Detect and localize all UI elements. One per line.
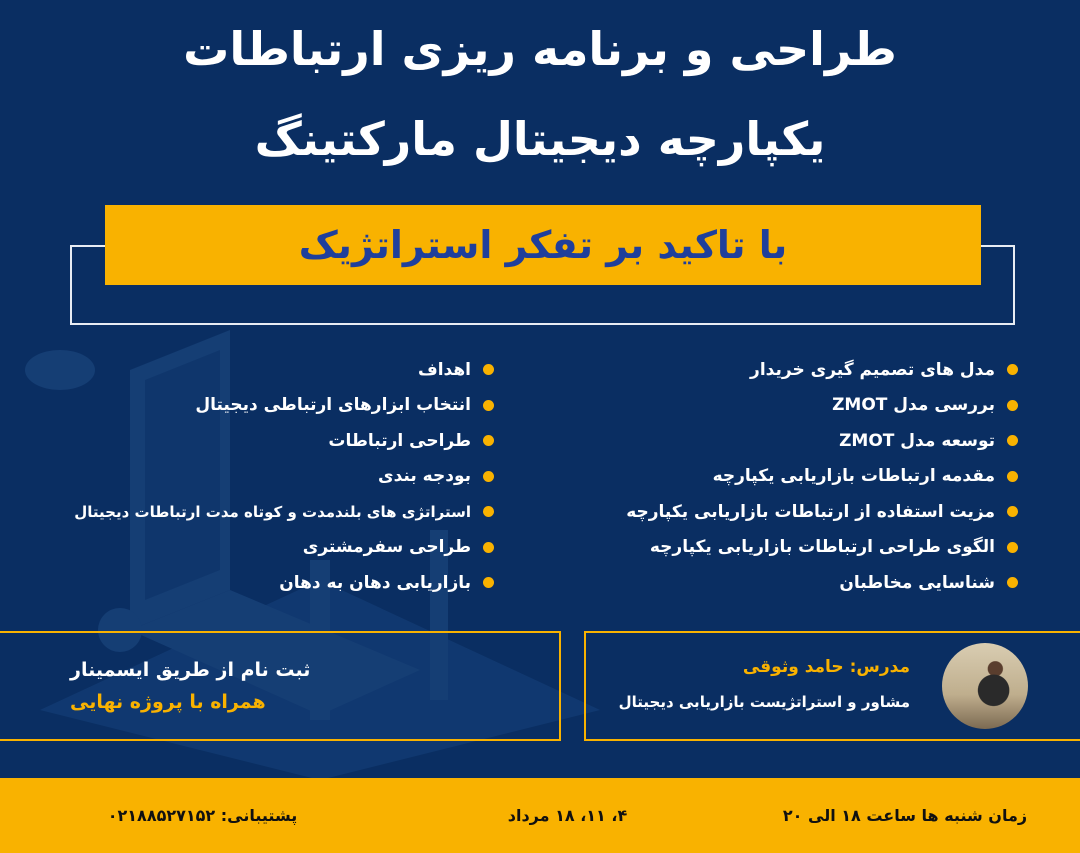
topic-item: الگوی طراحی ارتباطات بازاریابی یکپارچه: [626, 530, 1018, 566]
teacher-box: [584, 631, 1080, 741]
topic-item: طراحی ارتباطات: [74, 423, 494, 459]
bullet-dot-icon: [1007, 506, 1018, 517]
bullet-dot-icon: [1007, 471, 1018, 482]
topics-list-right: [626, 352, 1018, 601]
subtitle-text: با تاکید بر تفکر استراتژیک: [298, 223, 788, 267]
frame-top-left-segment: [70, 245, 106, 247]
dates-text: ۴، ۱۱، ۱۸ مرداد: [507, 806, 628, 825]
bullet-dot-icon: [483, 364, 494, 375]
schedule-text: زمان شنبه ها ساعت ۱۸ الی ۲۰: [782, 806, 1028, 825]
topic-item: توسعه مدل ZMOT: [626, 423, 1018, 459]
topics-list-left: [74, 352, 494, 601]
title-line-1: طراحی و برنامه ریزی ارتباطات: [183, 22, 897, 76]
title-line-2: یکپارچه دیجیتال مارکتینگ: [254, 112, 826, 166]
bullet-dot-icon: [483, 506, 494, 517]
topic-item: بررسی مدل ZMOT: [626, 388, 1018, 424]
topic-item: مزیت استفاده از ارتباطات بازاریابی یکپارچه: [626, 494, 1018, 530]
topic-item: مدل های تصمیم گیری خریدار: [626, 352, 1018, 388]
bullet-dot-icon: [1007, 400, 1018, 411]
teacher-role: مشاور و استراتژیست بازاریابی دیجیتال: [618, 693, 910, 711]
support-phone-text: پشتیبانی: ۰۲۱۸۸۵۲۷۱۵۲: [107, 806, 298, 825]
subtitle-banner: [105, 205, 981, 285]
topic-item: استراتژی های بلندمدت و کوتاه مدت ارتباطات دیجیتال: [74, 494, 494, 530]
topic-item: طراحی سفرمشتری: [74, 530, 494, 566]
topic-item: مقدمه ارتباطات بازاریابی یکپارچه: [626, 459, 1018, 495]
bullet-dot-icon: [483, 542, 494, 553]
footer-bar: [0, 778, 1080, 853]
bullet-dot-icon: [483, 577, 494, 588]
frame-top-right-segment: [980, 245, 1015, 247]
bullet-dot-icon: [483, 435, 494, 446]
bullet-dot-icon: [1007, 577, 1018, 588]
final-project-text: همراه با پروژه نهایی: [70, 691, 266, 713]
bullet-dot-icon: [483, 471, 494, 482]
bullet-dot-icon: [483, 400, 494, 411]
topic-item: انتخاب ابزارهای ارتباطی دیجیتال: [74, 388, 494, 424]
bullet-dot-icon: [1007, 435, 1018, 446]
topic-item: بازاریابی دهان به دهان: [74, 565, 494, 601]
bullet-dot-icon: [1007, 542, 1018, 553]
registration-box: [0, 631, 561, 741]
topic-item: اهداف: [74, 352, 494, 388]
teacher-name: مدرس: حامد وثوقی: [742, 657, 910, 677]
bullet-dot-icon: [1007, 364, 1018, 375]
topic-item: شناسایی مخاطبان: [626, 565, 1018, 601]
registration-text: ثبت نام از طریق ایسمینار: [70, 659, 311, 681]
topic-item: بودجه بندی: [74, 459, 494, 495]
teacher-avatar: [942, 643, 1028, 729]
